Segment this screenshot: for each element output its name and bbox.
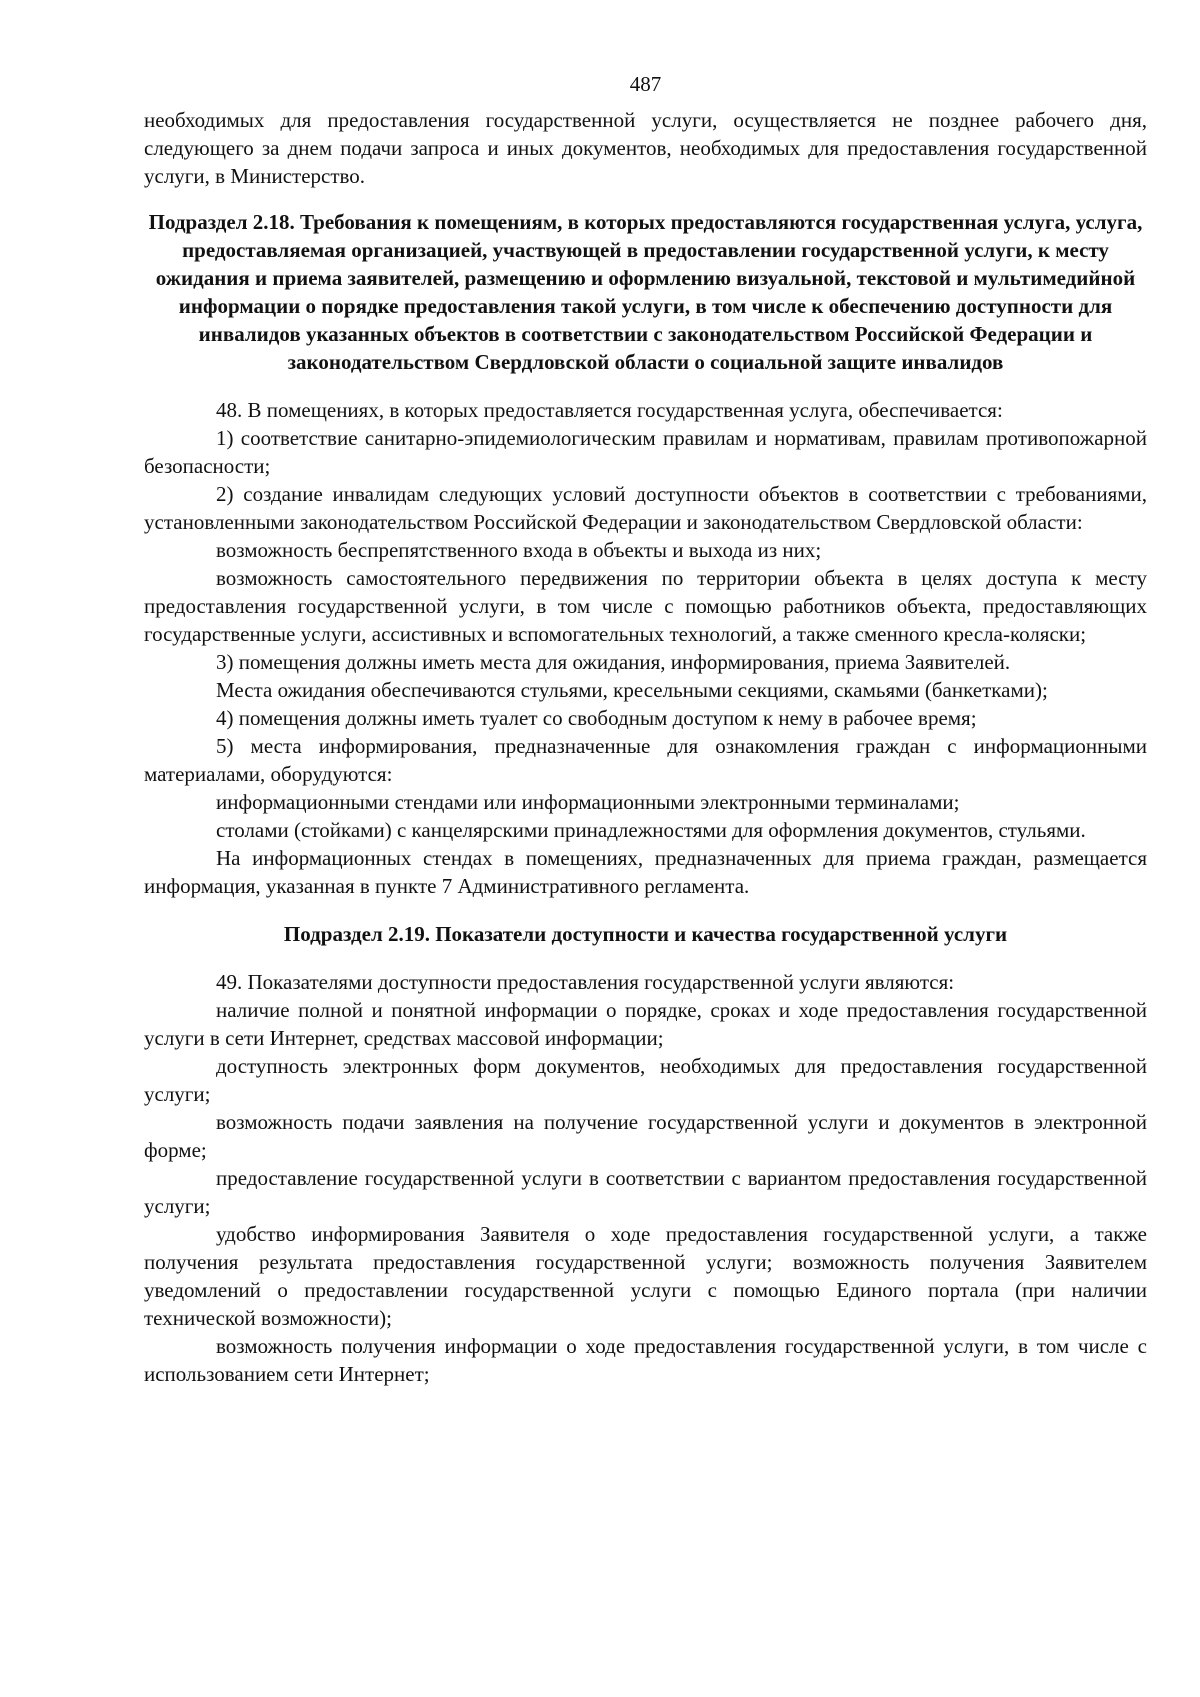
page-number: 487 — [629, 72, 662, 96]
list-item-5: 5) места информирования, предназначенные для ознакомления граждан с информационными материалами, оборудуются: — [144, 734, 1147, 786]
indicator-service-variant: предоставление государственной услуги в соответствии с вариантом предоставления государственной услуги; — [144, 1166, 1147, 1218]
list-item-2-entry: возможность беспрепятственного входа в объекты и выхода из них; — [216, 538, 822, 562]
paragraph-49: 49. Показателями доступности предоставления государственной услуги являются: — [216, 970, 955, 994]
list-item-2-movement: возможность самостоятельного передвижения по территории объекта в целях доступа к месту предоставления государственной услуги, в том числе с помощью работников объекта, предоставляющих государственные услуги, ассистивных и вспомогательных технологий, а также сменного кресла-коляски; — [144, 566, 1147, 646]
list-item-3-waiting: Места ожидания обеспечиваются стульями, кресельными секциями, скамьями (банкетками); — [216, 678, 1048, 702]
list-item-3: 3) помещения должны иметь места для ожидания, информирования, приема Заявителей. — [216, 650, 1011, 674]
indicator-electronic-submission: возможность подачи заявления на получение государственной услуги и документов в электронной форме; — [144, 1110, 1147, 1162]
list-item-4: 4) помещения должны иметь туалет со свободным доступом к нему в рабочее время; — [216, 706, 977, 730]
list-item-5-stands: информационными стендами или информационными электронными терминалами; — [216, 790, 960, 814]
indicator-electronic-forms: доступность электронных форм документов, необходимых для предоставления государственной услуги; — [144, 1054, 1147, 1106]
subsection-2-19-heading: Подраздел 2.19. Показатели доступности и качества государственной услуги — [283, 922, 1008, 946]
list-item-1: 1) соответствие санитарно-эпидемиологическим правилам и нормативам, правилам противопожарной безопасности; — [144, 426, 1147, 478]
indicator-info-availability: наличие полной и понятной информации о порядке, сроках и ходе предоставления государственной услуги в сети Интернет, средствах массовой информации; — [144, 998, 1147, 1050]
list-item-5-tables: столами (стойками) с канцелярскими принадлежностями для оформления документов, стульями. — [216, 818, 1086, 842]
intro-paragraph: необходимых для предоставления государственной услуги, осуществляется не позднее рабочего дня, следующего за днем подачи запроса и иных документов, необходимых для предоставления государственной услуги, в Министерство. — [144, 108, 1147, 188]
subsection-2-18-heading: Подраздел 2.18. Требования к помещениям, в которых предоставляются государственная услуга, услуга, предоставляемая организацией, участвующей в предоставлении государственной услуги, к месту ожидания и приема заявителей, размещению и оформлению визуальной, текстовой и мультимедийной информации о порядке предоставления такой услуги, в том числе к обеспечению доступности для инвалидов указанных объектов в соответствии с законодательством Российской Федерации и законодательством Свердловской области о социальной защите инвалидов — [148, 210, 1143, 374]
indicator-progress-info: возможность получения информации о ходе предоставления государственной услуги, в том числе с использованием сети Интернет; — [144, 1334, 1147, 1386]
indicator-notification: удобство информирования Заявителя о ходе предоставления государственной услуги, а также получения результата предоставления государственной услуги; возможность получения Заявителем уведомлений о предоставлении государственной услуги с помощью Единого портала (при наличии технической возможности); — [144, 1222, 1147, 1330]
paragraph-48: 48. В помещениях, в которых предоставляется государственная услуга, обеспечивается: — [216, 398, 1003, 422]
paragraph-info-stands: На информационных стендах в помещениях, предназначенных для приема граждан, размещается информация, указанная в пункте 7 Административного регламента. — [144, 846, 1147, 898]
list-item-2: 2) создание инвалидам следующих условий доступности объектов в соответствии с требованиями, установленными законодательством Российской Федерации и законодательством Свердловской области: — [144, 482, 1147, 534]
